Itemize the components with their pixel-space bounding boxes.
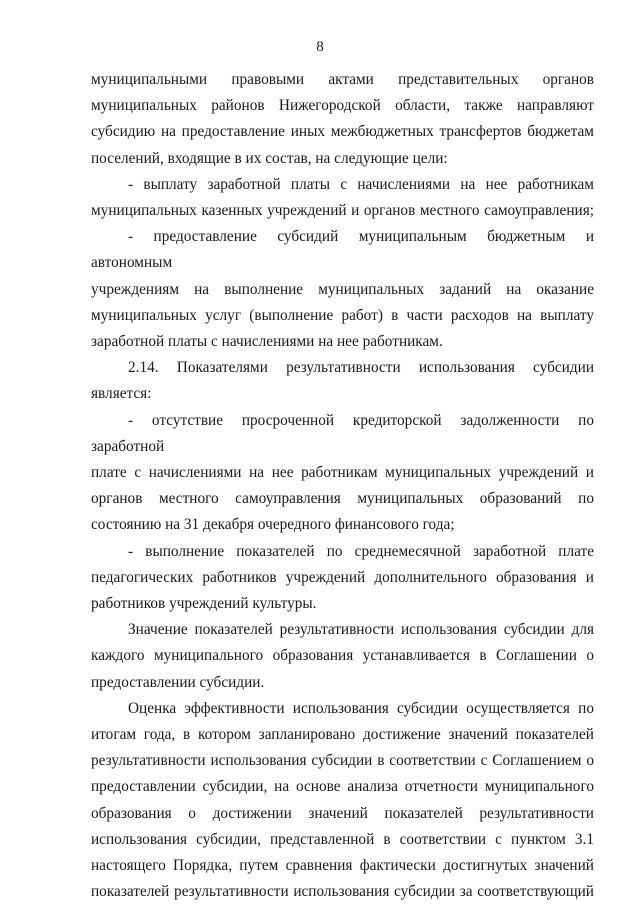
text-line: муниципальными правовыми актами представительных органов: [91, 71, 594, 88]
text-line: показателей результативности использования субсидии за соответствующий: [91, 883, 594, 901]
paragraph-indicator-values: [91, 617, 594, 696]
text-line: Оценка эффективности использования субсидии осуществляется по: [128, 699, 594, 717]
text-line: предоставлении субсидии.: [91, 673, 265, 691]
text-line: предоставлении субсидии, на основе анализа отчетности муниципального: [91, 778, 594, 796]
paragraph-no-overdue-debt: [91, 408, 594, 539]
paragraph-subsidies-institutions: [91, 224, 594, 355]
text-line: органов местного самоуправления муниципальных образований по: [91, 490, 594, 508]
paragraph-salary-payment: [91, 172, 594, 224]
page-number: 8: [316, 39, 324, 55]
text-line: плате с начислениями на нее работникам муниципальных учреждений и: [91, 464, 594, 482]
text-line: субсидию на предоставление иных межбюджетных трансфертов бюджетам: [91, 123, 594, 141]
text-line: учреждениям на выполнение муниципальных заданий на оказание: [91, 280, 594, 298]
paragraph-average-salary: [91, 539, 594, 618]
text-line: муниципальных районов Нижегородской области, также направляют: [91, 97, 594, 115]
text-line: 2.14. Показателями результативности использования субсидии: [128, 359, 594, 377]
text-line: заработной платы с начислениями на нее работникам.: [91, 333, 443, 351]
text-line: - предоставление субсидий муниципальным бюджетным и автономным: [91, 228, 594, 272]
text-line: - выполнение показателей по среднемесячной заработной плате: [128, 542, 594, 560]
text-line: состоянию на 31 декабря очередного финансового года;: [91, 516, 455, 534]
text-line: использования субсидии, представленной в соответствии с пунктом 3.1: [91, 830, 594, 848]
paragraph-efficiency-evaluation: [91, 696, 594, 906]
text-line: поселений, входящие в их состав, на следующие цели:: [91, 149, 448, 167]
text-line: муниципальных казенных учреждений и органов местного самоуправления;: [91, 202, 594, 220]
text-line: является:: [91, 385, 152, 403]
text-line: - отсутствие просроченной кредиторской задолженности по заработной: [91, 411, 594, 455]
text-line: Значение показателей результативности использования субсидии для: [128, 621, 594, 639]
text-line: каждого муниципального образования устанавливается в Соглашении о: [91, 647, 594, 665]
text-line: педагогических работников учреждений дополнительного образования и: [91, 568, 594, 586]
text-line: результативности использования субсидии в соответствии с Соглашением о: [91, 752, 594, 770]
text-line: итогам года, в котором запланировано достижение значений показателей: [91, 726, 594, 744]
document-body: [91, 67, 594, 906]
paragraph-section-2-14: [91, 355, 594, 407]
text-line: работников учреждений культуры.: [91, 595, 317, 613]
text-line: муниципальных услуг (выполнение работ) в части расходов на выплату: [91, 306, 594, 324]
paragraph-intro-continuation: [91, 67, 594, 172]
text-line: - выплату заработной платы с начислениями на нее работникам: [128, 175, 594, 193]
text-line: образования о достижении значений показателей результативности: [91, 804, 594, 822]
text-line: настоящего Порядка, путем сравнения фактически достигнутых значений: [91, 857, 594, 875]
